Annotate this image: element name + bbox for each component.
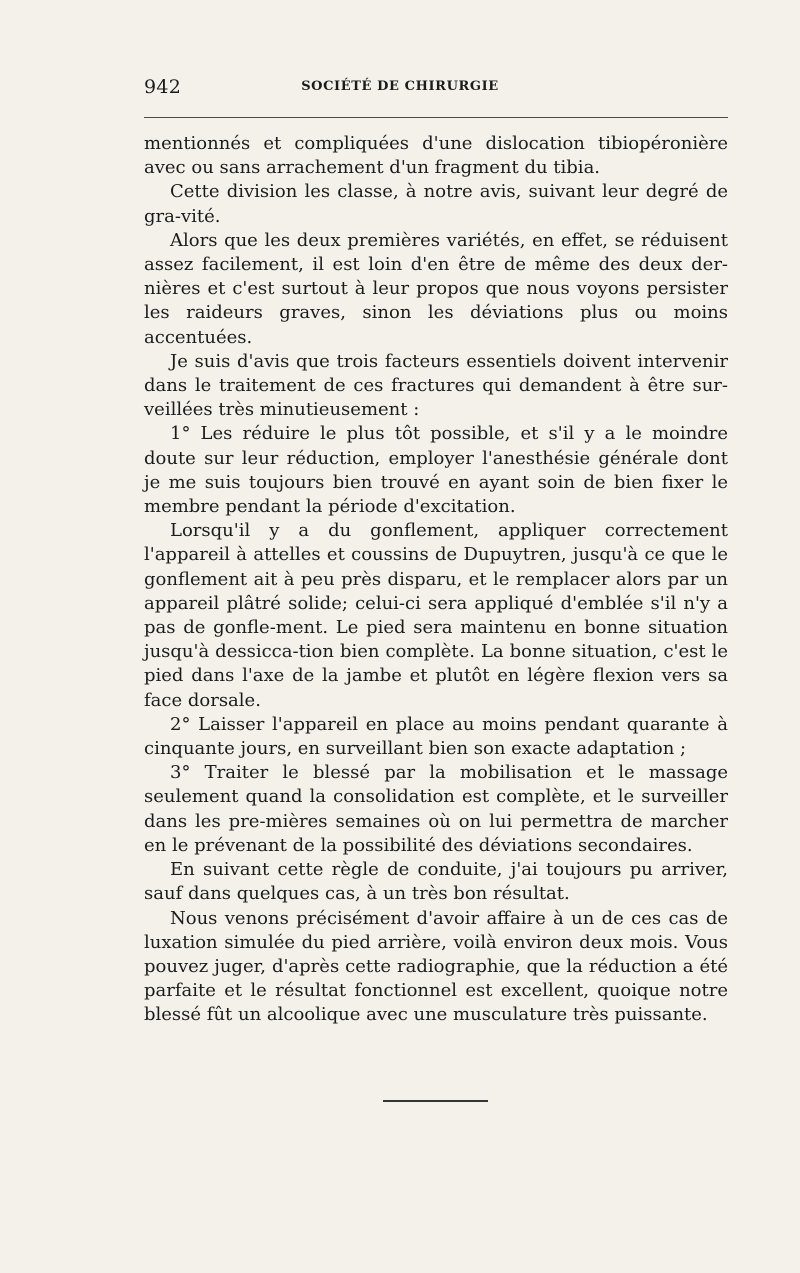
header-rule bbox=[144, 117, 728, 118]
paragraph: 2° Laisser l'appareil en place au moins pendant quarante à cinquante jours, en surveillant bien son exacte adaptation ; bbox=[144, 713, 728, 760]
paragraph: En suivant cette règle de conduite, j'ai toujours pu arriver, sauf dans quelques cas, à un très bon résultat. bbox=[144, 859, 728, 905]
paragraph: Alors que les deux premières variétés, en effet, se réduisent assez facilement, il est loin d'en être de même des deux der-nières et c'est surtout à leur propos que nous voyons persister les raideurs graves, sinon les déviations plus ou moins accentuées. bbox=[144, 229, 728, 348]
page-number: 942 bbox=[144, 76, 182, 98]
body-text bbox=[144, 132, 728, 1028]
paragraph: Je suis d'avis que trois facteurs essentiels doivent intervenir dans le traitement de ces fractures qui demandent à être sur-veillées très minutieusement : bbox=[144, 350, 728, 421]
paragraph: Lorsqu'il y a du gonflement, appliquer correctement l'appareil à attelles et coussins de Dupuytren, jusqu'à ce que le gonflement ait à peu près disparu, et le remplacer alors par un appareil plâtré solide; celui-ci sera appliqué d'emblée s'il n'y a pas de gonfle-ment. Le pied sera maintenu en bonne situation jusqu'à dessicca-tion bien complète. La bonne situation, c'est le pied dans l'axe de la jambe et plutôt en légère flexion vers sa face dorsale. bbox=[144, 520, 728, 711]
end-rule bbox=[383, 1100, 488, 1102]
running-head: SOCIÉTÉ DE CHIRURGIE bbox=[301, 79, 499, 94]
paragraph: mentionnés et compliquées d'une dislocation tibiopéronière avec ou sans arrachement d'un fragment du tibia. bbox=[144, 133, 728, 179]
paragraph: 3° Traiter le blessé par la mobilisation et le massage seulement quand la consolidation est complète, et le surveiller dans les pre-mières semaines où on lui permettra de marcher en le prévenant de la possibilité des déviations secondaires. bbox=[144, 762, 728, 856]
paragraph: Cette division les classe, à notre avis, suivant leur degré de gra-vité. bbox=[144, 181, 728, 227]
paragraph: Nous venons précisément d'avoir affaire à un de ces cas de luxation simulée du pied arrière, voilà environ deux mois. Vous pouvez juger, d'après cette radiographie, que la réduction a été parfaite et le résultat fonctionnel est excellent, quoique notre blessé fût un alcoolique avec une musculature très puissante. bbox=[144, 907, 728, 1026]
paragraph: 1° Les réduire le plus tôt possible, et s'il y a le moindre doute sur leur réduction, employer l'anesthésie générale dont je me suis toujours bien trouvé en ayant soin de bien fixer le membre pendant la période d'excitation. bbox=[144, 423, 728, 518]
